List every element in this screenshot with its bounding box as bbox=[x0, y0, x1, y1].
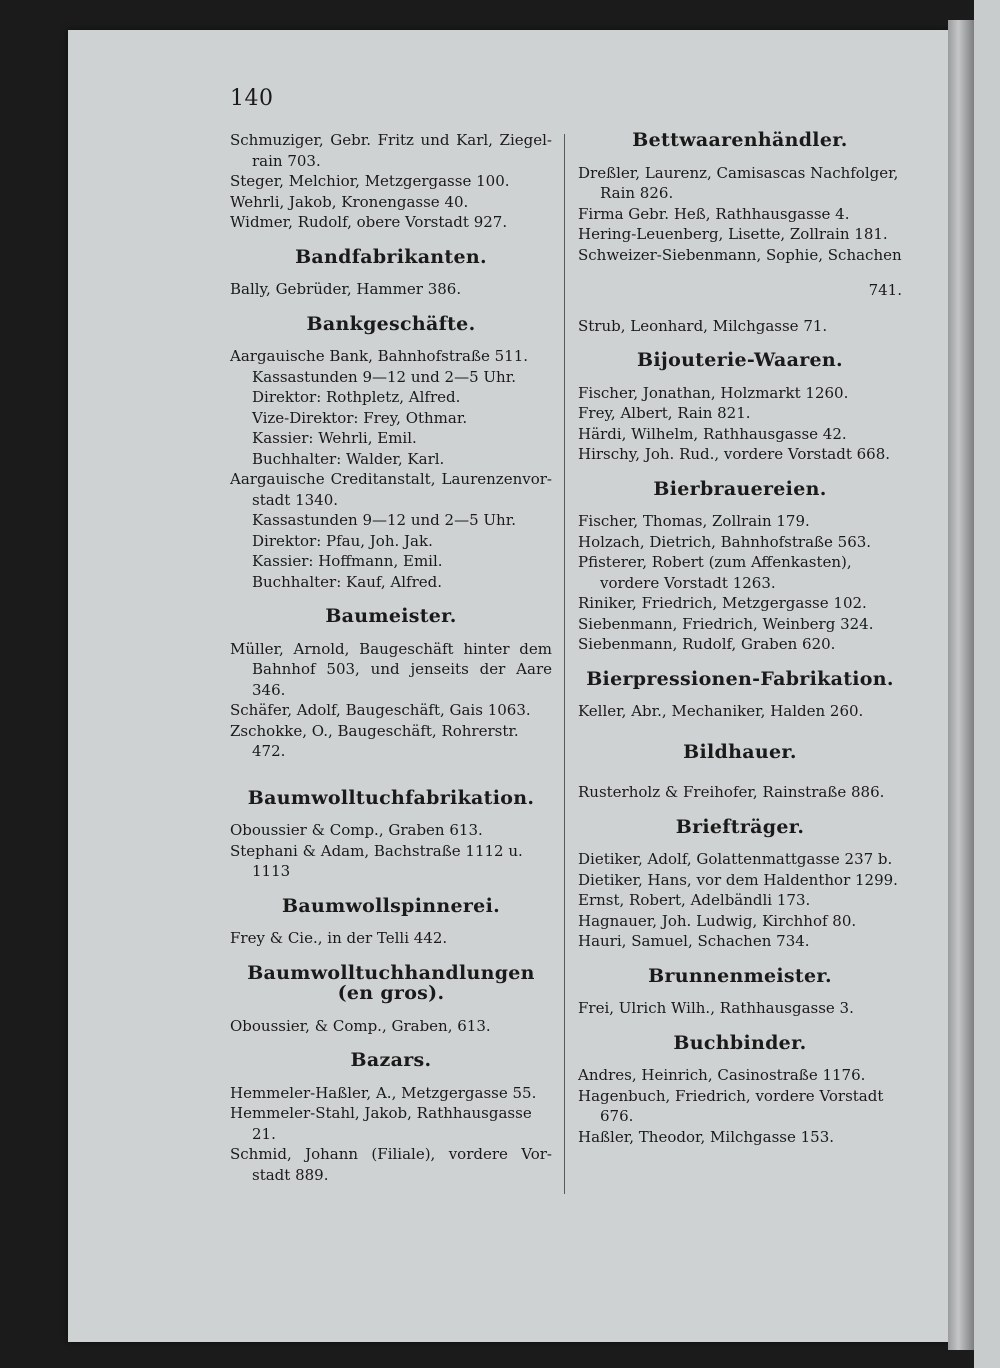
list-item: Schmid, Johann (Filiale), vordere Vor-stadt 889. bbox=[230, 1145, 552, 1184]
section-heading: Baumwolltuchhandlungen (en gros). bbox=[247, 961, 535, 1004]
section-heading: Baumwolltuchfabrikation. bbox=[247, 786, 535, 809]
list-item: Hagenbuch, Friedrich, vordere Vorstadt 676. bbox=[578, 1086, 884, 1125]
section-heading: Bildhauer. bbox=[683, 740, 797, 763]
list-item: Firma Gebr. Heß, Rathhausgasse 4. bbox=[578, 204, 850, 223]
list-item: Riniker, Friedrich, Metzgergasse 102. bbox=[578, 594, 867, 612]
list-item: Dietiker, Adolf, Golattenmattgasse 237 b. bbox=[578, 850, 893, 868]
list-item: Aargauische Bank, Bahnhofstraße 511. bbox=[230, 347, 529, 365]
list-item: Stephani & Adam, Bachstraße 1112 u. 1113 bbox=[230, 841, 523, 880]
list-item: Keller, Abr., Mechaniker, Halden 260. bbox=[578, 702, 864, 720]
section-heading: Bierpressionen-Fabrikation. bbox=[586, 667, 894, 690]
list-item: Siebenmann, Rudolf, Graben 620. bbox=[578, 635, 836, 653]
list-item: Frei, Ulrich Wilh., Rathhausgasse 3. bbox=[578, 999, 854, 1017]
page-number: 140 bbox=[230, 86, 274, 111]
section-heading: Bazars. bbox=[350, 1049, 432, 1071]
section-heading: Bijouterie-Waaren. bbox=[637, 349, 843, 371]
left-column bbox=[230, 130, 552, 1185]
list-item: Hauri, Samuel, Schachen 734. bbox=[578, 932, 810, 950]
list-item: Buchhalter: Walder, Karl. bbox=[252, 449, 445, 468]
section-heading: Bandfabrikanten. bbox=[295, 245, 487, 268]
list-item: Frey & Cie., in der Telli 442. bbox=[230, 929, 448, 947]
list-item: Müller, Arnold, Baugeschäft hinter dem Bahnhof 503, und jenseits der Aare 346. bbox=[230, 639, 552, 699]
section-heading: Bettwaarenhändler. bbox=[632, 129, 848, 151]
list-item: Zschokke, O., Baugeschäft, Rohrerstr. 472. bbox=[230, 721, 519, 760]
list-item: Ernst, Robert, Adelbändli 173. bbox=[578, 891, 811, 909]
list-item: Siebenmann, Friedrich, Weinberg 324. bbox=[578, 614, 874, 633]
list-item: Andres, Heinrich, Casinostraße 1176. bbox=[578, 1066, 866, 1084]
list-item: Haßler, Theodor, Milchgasse 153. bbox=[578, 1127, 835, 1146]
list-item: Dreßler, Laurenz, Camisascas Nachfolger, Rain 826. bbox=[578, 163, 899, 202]
list-item: Kassastunden 9—12 und 2—5 Uhr. bbox=[252, 511, 516, 529]
list-item: Direktor: Pfau, Joh. Jak. bbox=[252, 531, 433, 550]
list-item: Fischer, Jonathan, Holzmarkt 1260. bbox=[578, 383, 849, 402]
section-heading: Briefträger. bbox=[675, 815, 805, 838]
list-item: Steger, Melchior, Metzgergasse 100. bbox=[230, 172, 510, 190]
list-item: Kassier: Wehrli, Emil. bbox=[252, 429, 417, 447]
list-item: Hagnauer, Joh. Ludwig, Kirchhof 80. bbox=[578, 911, 857, 930]
list-item: Schäfer, Adolf, Baugeschäft, Gais 1063. bbox=[230, 701, 531, 719]
section-heading: Buchbinder. bbox=[673, 1031, 807, 1054]
list-item: Direktor: Rothpletz, Alfred. bbox=[252, 388, 461, 406]
list-item: Frey, Albert, Rain 821. bbox=[578, 404, 751, 422]
list-item: Oboussier & Comp., Graben 613. bbox=[230, 821, 483, 839]
list-item: Hemmeler-Stahl, Jakob, Rathhausgasse 21. bbox=[230, 1104, 532, 1143]
list-item: Oboussier, & Comp., Graben, 613. bbox=[230, 1016, 491, 1035]
list-item: Kassastunden 9—12 und 2—5 Uhr. bbox=[252, 367, 516, 386]
list-item: Holzach, Dietrich, Bahnhofstraße 563. bbox=[578, 532, 872, 551]
list-item: Hering-Leuenberg, Lisette, Zollrain 181. bbox=[578, 225, 888, 243]
list-item: Vize-Direktor: Frey, Othmar. bbox=[252, 408, 468, 427]
right-column bbox=[578, 130, 902, 1147]
list-item: Fischer, Thomas, Zollrain 179. bbox=[578, 512, 810, 530]
list-item: Kassier: Hoffmann, Emil. bbox=[252, 552, 443, 570]
list-item: Schweizer-Siebenmann, Sophie, Schachen bbox=[578, 245, 902, 264]
section-heading: Bankgeschäfte. bbox=[306, 312, 476, 335]
list-item: Wehrli, Jakob, Kronengasse 40. bbox=[230, 192, 469, 211]
list-item: Hirschy, Joh. Rud., vordere Vorstadt 668. bbox=[578, 445, 891, 463]
list-item: Dietiker, Hans, vor dem Haldenthor 1299. bbox=[578, 870, 898, 889]
column-divider bbox=[564, 134, 565, 1194]
list-item: Aargauische Creditanstalt, Laurenzenvor-stadt 1340. bbox=[230, 470, 552, 509]
section-heading: Baumwollspinnerei. bbox=[282, 894, 500, 917]
next-page-edge bbox=[974, 0, 1000, 1368]
list-item: Pfisterer, Robert (zum Affenkasten), vordere Vorstadt 1263. bbox=[578, 553, 852, 592]
list-item: Hemmeler-Haßler, A., Metzgergasse 55. bbox=[230, 1083, 537, 1102]
list-item: Schmuziger, Gebr. Fritz und Karl, Ziegel-rain 703. bbox=[230, 131, 552, 170]
list-item: Widmer, Rudolf, obere Vorstadt 927. bbox=[230, 213, 508, 231]
list-item: Härdi, Wilhelm, Rathhausgasse 42. bbox=[578, 424, 847, 443]
list-item-continuation: 741. bbox=[868, 281, 902, 299]
section-heading: Bierbrauereien. bbox=[653, 477, 827, 500]
list-item: Buchhalter: Kauf, Alfred. bbox=[252, 572, 443, 591]
list-item: Rusterholz & Freihofer, Rainstraße 886. bbox=[578, 783, 885, 801]
section-heading: Baumeister. bbox=[325, 605, 457, 627]
list-item: Bally, Gebrüder, Hammer 386. bbox=[230, 280, 462, 298]
section-heading: Brunnenmeister. bbox=[648, 964, 832, 987]
list-item: Strub, Leonhard, Milchgasse 71. bbox=[578, 316, 828, 335]
page-edge bbox=[948, 20, 974, 1350]
